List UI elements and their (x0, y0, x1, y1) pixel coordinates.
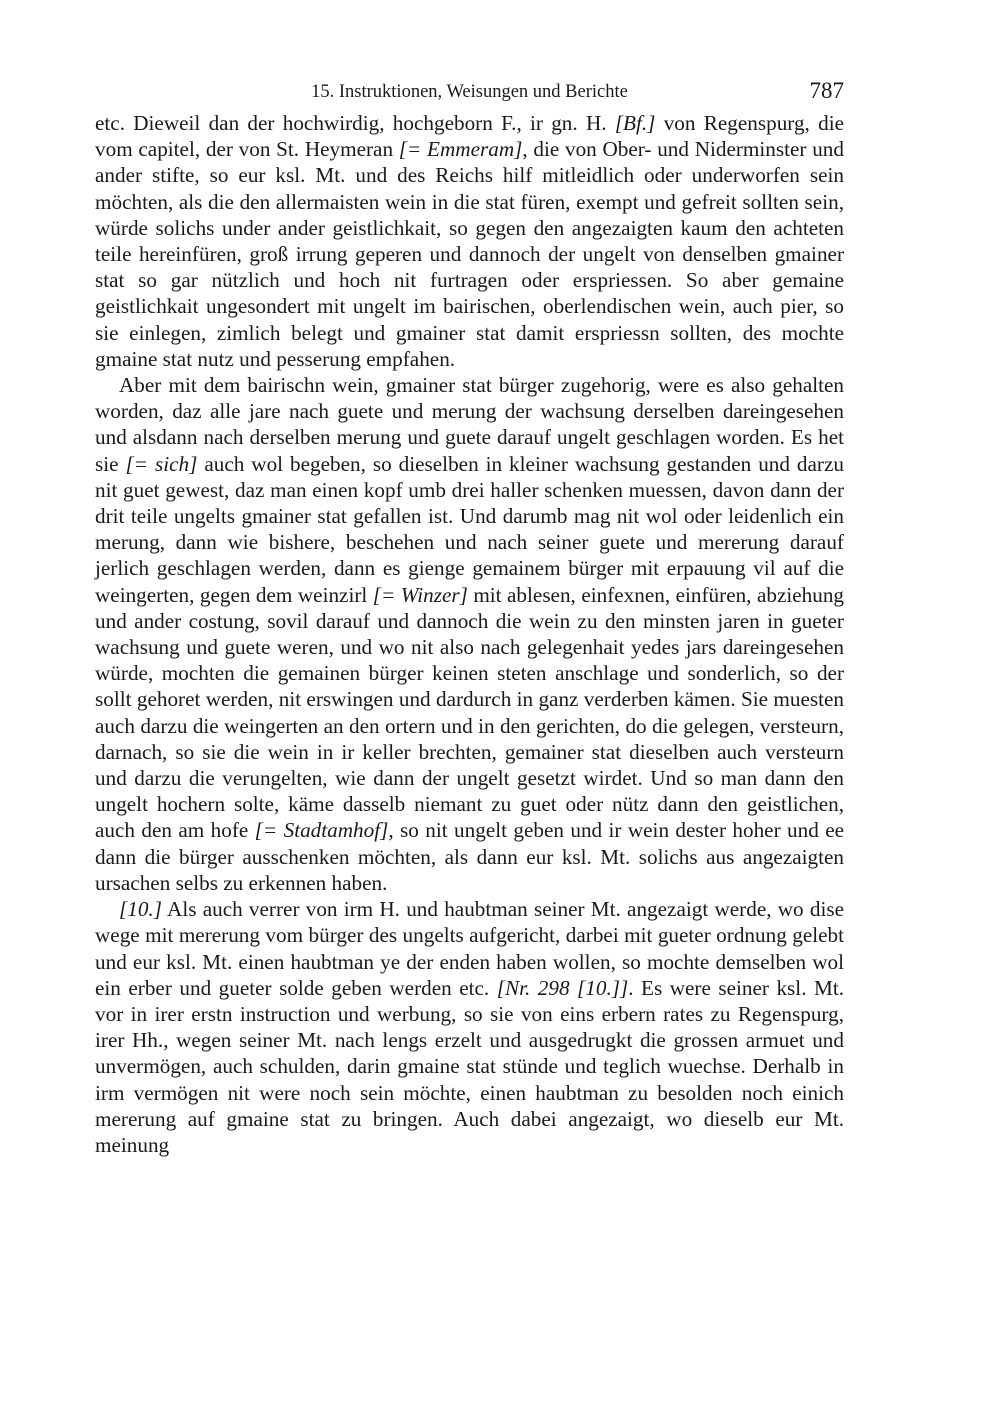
running-head-title: 15. Instruktionen, Weisungen und Berichte (311, 82, 628, 102)
editorial-note: [= sich] (125, 451, 198, 476)
running-head (95, 78, 844, 110)
text-segment: . Es were seiner ksl. Mt. vor in irer erstn instruction und werbung, so sie von eins erbern rates zu Regenspurg, irer Hh., wegen seiner Mt. nach lengs erzelt und ausgedrugkt die grossen armuet und unvermögen, auch schulden, darin gmaine stat stünde und teglich wuechse. Derhalb in irm vermögen nit were noch sein möchte, einen haubtman zu besolden noch einich mererung auf gmaine stat zu bringen. Auch dabei angezaigt, wo dieselb eur Mt. meinung (95, 975, 844, 1157)
editorial-note: [Nr. 298 [10.]] (496, 975, 629, 1000)
text-segment: auch wol begeben, so dieselben in kleiner wachsung gestanden und darzu nit guet gewest, daz man einen kopf umb drei haller schenken muessen, davon dann der drit teile ungelts gmainer stat gefallen ist. Und darumb mag nit wol oder leidenlich ein merung, dann wie bishere, beschehen und nach seiner guete und mererung darauf jerlich geschlagen werden, dann es gienge gemainem bürger mit erpauung vil auf die weingerten, gegen dem weinzirl (95, 451, 844, 607)
editorial-note: [Bf.] (614, 111, 656, 135)
text-segment: mit ablesen, einfexnen, einfüren, abziehung und ander costung, sovil darauf und dannoch die wein zu den minsten jaren in gueter wachsung und guete weren, und wo nit also nach gelegenhait yedes jars dareingesehen würde, mochten die gemainen bürger keinen steten anschlage und sonderlich, so der sollt gehoret werden, nit erswingen und dardurch in ganz verderben kämen. Sie muesten auch darzu die weingerten an den ortern und in den gerichten, do die gelegen, versteurn, darnach, so sie die wein in ir keller brechten, gemainer stat dieselben auch versteurn und darzu die verungelten, wie dann der ungelt gesetzt wirdet. Und so man dann den ungelt hochern solte, käme dasselb niemant zu guet oder nütz dann den geistlichen, auch den am hofe (95, 582, 845, 843)
document-page (95, 78, 844, 1158)
editorial-note: [= Winzer] (372, 582, 468, 607)
body-paragraph (95, 372, 844, 896)
text-segment: etc. Dieweil dan der hochwirdig, hochgeborn F., ir gn. H. (95, 111, 615, 135)
text-segment: von Regenspurg, die vom capitel, der von St. Heymeran (95, 111, 844, 162)
text-segment: , die von Ober- und Niderminster und ander stifte, so eur ksl. Mt. und des Reichs hilf mitleidlich oder underworfen sein möchten, als die den allermaisten wein in die stat füren, exempt und gefreit sollten sein, würde solichs under ander geistlichkait, so gegen den angezaigten kaum den achteten teile hereinfüren, groß irrung geperen und dannoch der ungelt von denselben gmainer stat so gar nützlich und hoch nit furtragen oder erspriessen. So aber gemaine geistlichkait ungesondert mit ungelt im bairischen, oberlendischen wein, auch pier, so sie einlegen, zimlich belegt und gmainer stat damit erspriessn sollten, des mochte gmaine stat nutz und pesserung empfahen. (95, 137, 844, 371)
text-segment: Aber mit dem bairischn wein, gmainer stat bürger zugehorig, were es also gehalten worden, daz alle jare nach guete und merung der wachsung derselben dareingesehen und alsdann nach derselben merung und guete darauf ungelt geschlagen worden. Es het sie (95, 373, 844, 476)
editorial-note: [= Emmeram] (398, 137, 523, 162)
editorial-note: [= Stadtamhof] (254, 818, 389, 843)
body-paragraph (95, 896, 844, 1158)
body-paragraph (95, 110, 844, 372)
editorial-note: [10.] (119, 897, 162, 922)
text-segment: , so nit ungelt geben und ir wein dester hoher und ee dann die bürger ausschenken möchten, als dann eur ksl. Mt. solichs aus angezaigten ursachen selbs zu erkennen haben. (95, 818, 844, 895)
page-number: 787 (809, 78, 844, 103)
text-segment: Als auch verrer von irm H. und haubtman seiner Mt. angezaigt werde, wo dise wege mit mererung vom bürger des ungelts aufgericht, darbei mit gueter ordnung gelebt und eur ksl. Mt. einen haubtman ye der enden haben wollen, so mochte demselben wol ein erber und gueter solde geben werden etc. (95, 897, 844, 1000)
body-text (95, 110, 844, 1158)
